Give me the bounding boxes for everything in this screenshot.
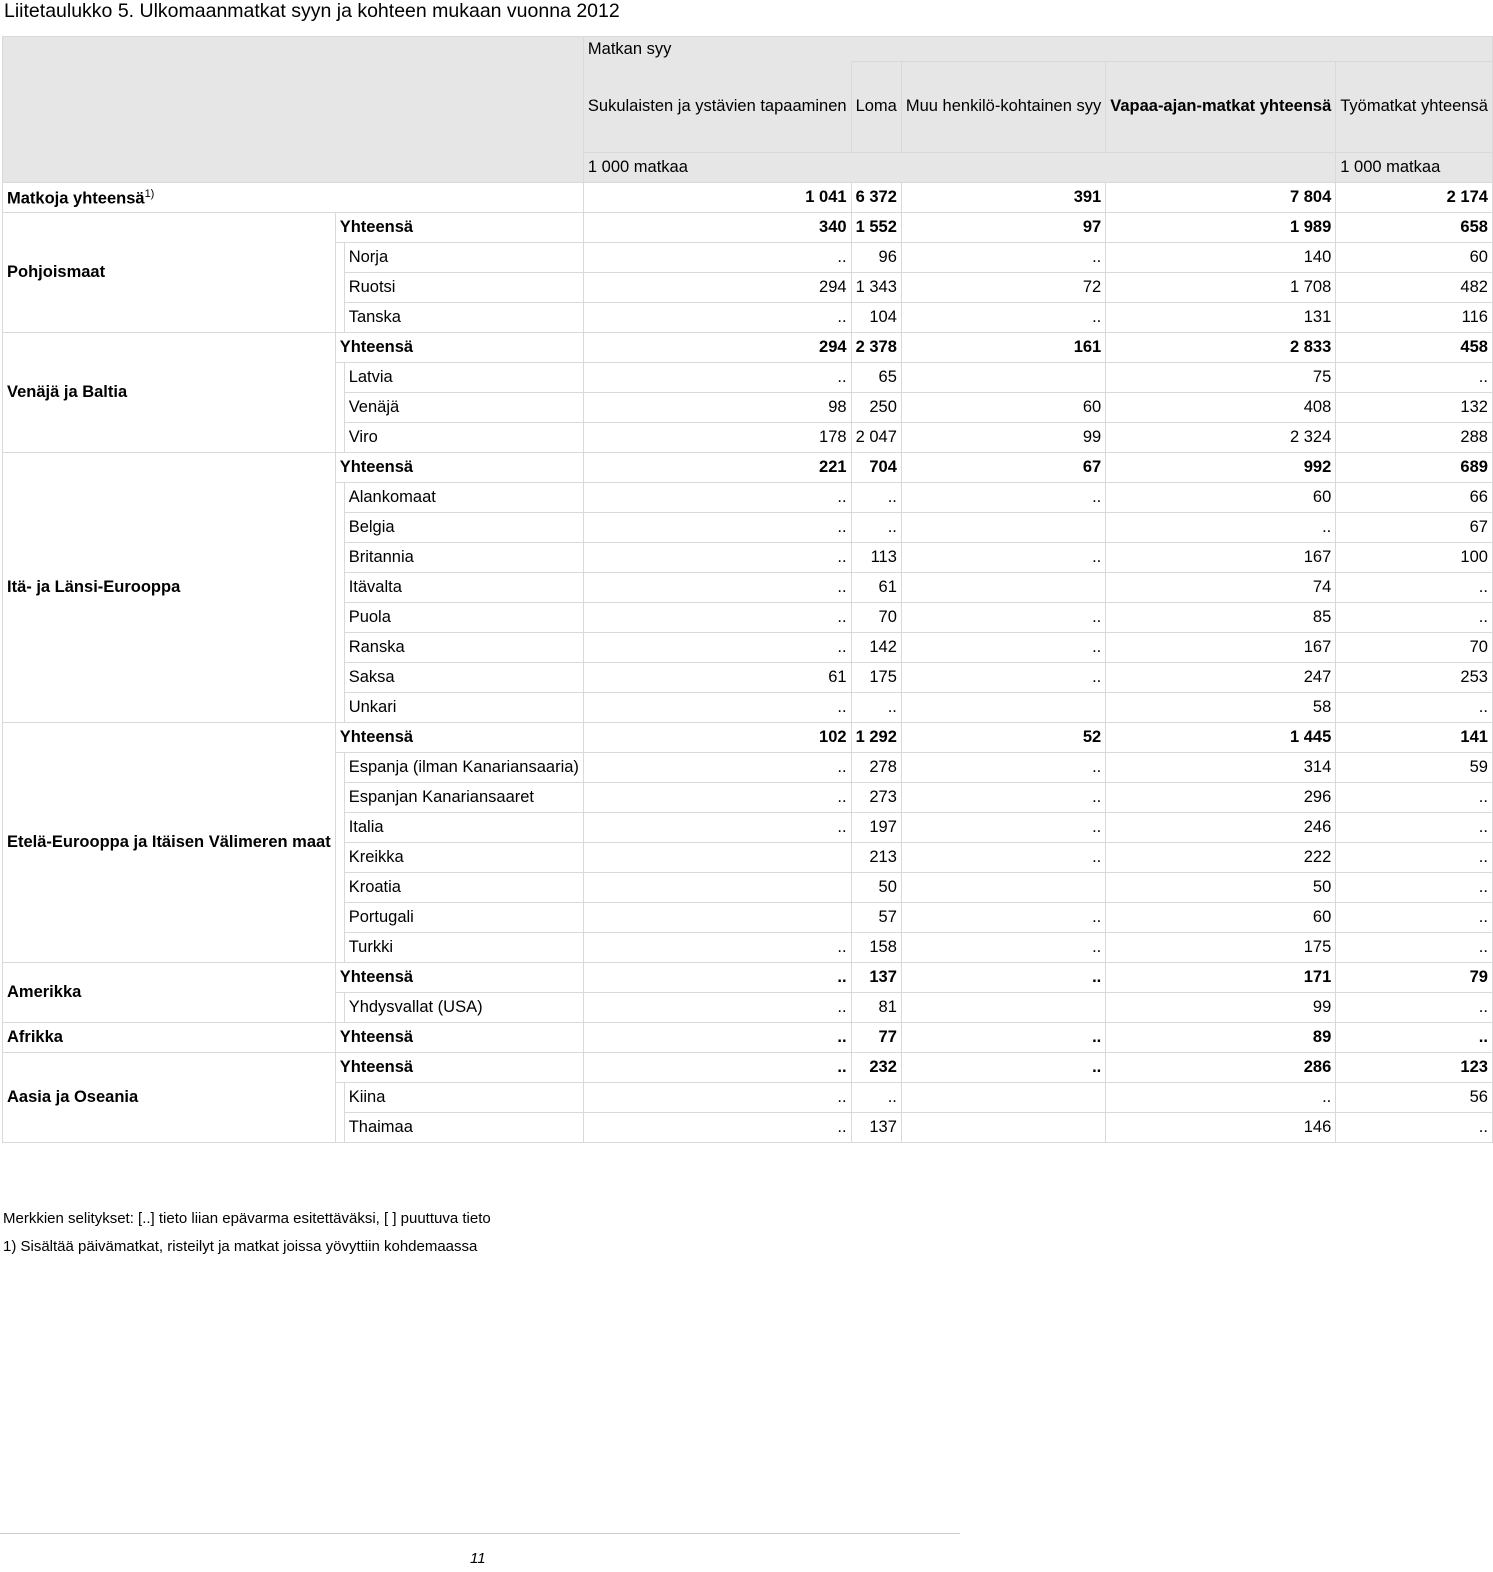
country-value: 99	[1106, 992, 1336, 1022]
country-name: Belgia	[344, 512, 583, 542]
country-value: ..	[1336, 932, 1493, 962]
region-total-value: 141	[1336, 722, 1493, 752]
header-col-muu: Muu henkilö-kohtainen syy	[901, 62, 1105, 153]
country-value: 131	[1106, 302, 1336, 332]
country-value: ..	[583, 692, 851, 722]
country-value: 278	[851, 752, 901, 782]
group-total-row	[3, 452, 1493, 482]
country-value: 70	[1336, 632, 1493, 662]
region-total-value: 340	[583, 212, 851, 242]
table-title: Liitetaulukko 5. Ulkomaanmatkat syyn ja kohteen mukaan vuonna 2012	[4, 0, 620, 22]
region-label: Afrikka	[3, 1022, 336, 1052]
region-total-value: 704	[851, 452, 901, 482]
country-value: ..	[1106, 512, 1336, 542]
region-total-value: ..	[1336, 1022, 1493, 1052]
region-total-value: 2 378	[851, 332, 901, 362]
country-value: 142	[851, 632, 901, 662]
country-value: 60	[901, 392, 1105, 422]
country-value: ..	[583, 782, 851, 812]
country-value	[901, 512, 1105, 542]
region-label: Itä- ja Länsi-Eurooppa	[3, 452, 336, 722]
country-value: 314	[1106, 752, 1336, 782]
country-value: 81	[851, 992, 901, 1022]
country-value: 57	[851, 902, 901, 932]
travel-table	[2, 36, 1493, 1143]
country-value: ..	[1336, 992, 1493, 1022]
country-name: Latvia	[344, 362, 583, 392]
country-value: ..	[1336, 902, 1493, 932]
region-total-value: 79	[1336, 962, 1493, 992]
country-value: ..	[901, 242, 1105, 272]
region-total-value: ..	[583, 1052, 851, 1082]
country-value: 213	[851, 842, 901, 872]
region-total-value: 102	[583, 722, 851, 752]
country-value: ..	[1336, 842, 1493, 872]
country-value	[583, 902, 851, 932]
country-name: Saksa	[344, 662, 583, 692]
indent-spacer	[335, 242, 344, 332]
country-value	[901, 362, 1105, 392]
region-total-label: Yhteensä	[335, 1052, 583, 1082]
country-name: Itävalta	[344, 572, 583, 602]
country-value: 99	[901, 422, 1105, 452]
region-total-value: 658	[1336, 212, 1493, 242]
country-value	[901, 1112, 1105, 1142]
country-value: 74	[1106, 572, 1336, 602]
country-value: 1 708	[1106, 272, 1336, 302]
country-value: ..	[583, 482, 851, 512]
header-corner	[3, 37, 584, 183]
country-value: ..	[901, 482, 1105, 512]
region-total-value: 1 445	[1106, 722, 1336, 752]
region-total-value: 67	[901, 452, 1105, 482]
country-value: 175	[851, 662, 901, 692]
header-unit-left: 1 000 matkaa	[583, 152, 1335, 182]
region-total-value: 992	[1106, 452, 1336, 482]
country-value: 65	[851, 362, 901, 392]
country-value: ..	[851, 482, 901, 512]
total-value: 1 041	[583, 182, 851, 212]
country-value: 288	[1336, 422, 1493, 452]
country-value: 178	[583, 422, 851, 452]
country-value: 246	[1106, 812, 1336, 842]
country-value: 253	[1336, 662, 1493, 692]
country-value: 158	[851, 932, 901, 962]
group-total-row	[3, 1052, 1493, 1082]
total-value: 2 174	[1336, 182, 1493, 212]
region-total-value: ..	[901, 962, 1105, 992]
country-value: 222	[1106, 842, 1336, 872]
region-total-label: Yhteensä	[335, 332, 583, 362]
country-name: Thaimaa	[344, 1112, 583, 1142]
region-label: Venäjä ja Baltia	[3, 332, 336, 452]
country-name: Turkki	[344, 932, 583, 962]
page-divider	[0, 1533, 960, 1534]
country-value: ..	[1336, 872, 1493, 902]
region-total-label: Yhteensä	[335, 962, 583, 992]
group-total-row	[3, 332, 1493, 362]
country-value: 66	[1336, 482, 1493, 512]
country-value: 60	[1336, 242, 1493, 272]
region-label: Aasia ja Oseania	[3, 1052, 336, 1142]
footnote: 1) Sisältää päivämatkat, risteilyt ja matkat joissa yövyttiin kohdemaassa	[3, 1238, 478, 1255]
country-value: 50	[1106, 872, 1336, 902]
region-total-value: 1 292	[851, 722, 901, 752]
country-value	[901, 872, 1105, 902]
country-value	[901, 572, 1105, 602]
country-value: 75	[1106, 362, 1336, 392]
header-group-label: Matkan syy	[583, 37, 1492, 62]
country-name: Kiina	[344, 1082, 583, 1112]
country-value: ..	[901, 542, 1105, 572]
country-value: 60	[1106, 902, 1336, 932]
country-value: ..	[1336, 572, 1493, 602]
country-value: 50	[851, 872, 901, 902]
country-name: Kreikka	[344, 842, 583, 872]
country-value: 137	[851, 1112, 901, 1142]
country-value	[901, 1082, 1105, 1112]
country-name: Portugali	[344, 902, 583, 932]
country-value: 98	[583, 392, 851, 422]
country-value: ..	[583, 572, 851, 602]
country-value: ..	[583, 302, 851, 332]
country-name: Puola	[344, 602, 583, 632]
country-value: ..	[901, 812, 1105, 842]
country-value: 250	[851, 392, 901, 422]
region-total-value: 1 552	[851, 212, 901, 242]
region-total-label: Yhteensä	[335, 722, 583, 752]
indent-spacer	[335, 992, 344, 1022]
country-name: Kroatia	[344, 872, 583, 902]
country-value: ..	[901, 842, 1105, 872]
region-total-value: 89	[1106, 1022, 1336, 1052]
header-col-loma: Loma	[851, 62, 901, 153]
legend-note: Merkkien selitykset: [..] tieto liian epävarma esitettäväksi, [ ] puuttuva tieto	[3, 1210, 491, 1227]
region-label: Etelä-Eurooppa ja Itäisen Välimeren maat	[3, 722, 336, 962]
country-value: 60	[1106, 482, 1336, 512]
total-value: 7 804	[1106, 182, 1336, 212]
region-total-value: 97	[901, 212, 1105, 242]
region-label: Amerikka	[3, 962, 336, 1022]
total-value: 6 372	[851, 182, 901, 212]
country-value: ..	[1106, 1082, 1336, 1112]
total-row-footnote-mark: 1)	[144, 188, 155, 201]
indent-spacer	[335, 482, 344, 722]
region-total-value: 458	[1336, 332, 1493, 362]
country-value: ..	[583, 512, 851, 542]
country-value: ..	[1336, 362, 1493, 392]
country-value: ..	[583, 1082, 851, 1112]
country-value: 96	[851, 242, 901, 272]
group-total-row	[3, 212, 1493, 242]
country-value: 140	[1106, 242, 1336, 272]
region-total-value: 161	[901, 332, 1105, 362]
country-name: Espanja (ilman Kanariansaaria)	[344, 752, 583, 782]
indent-spacer	[335, 362, 344, 452]
country-value: ..	[583, 752, 851, 782]
total-value: 391	[901, 182, 1105, 212]
country-value: 85	[1106, 602, 1336, 632]
group-total-row	[3, 1022, 1493, 1052]
country-value: 58	[1106, 692, 1336, 722]
region-total-value: ..	[583, 1022, 851, 1052]
region-total-label: Yhteensä	[335, 452, 583, 482]
region-total-value: 77	[851, 1022, 901, 1052]
country-name: Tanska	[344, 302, 583, 332]
region-total-value: ..	[901, 1022, 1105, 1052]
country-value: ..	[583, 932, 851, 962]
header-unit-right: 1 000 matkaa	[1336, 152, 1493, 182]
region-total-value: 171	[1106, 962, 1336, 992]
total-row	[3, 182, 1493, 212]
region-total-value: 232	[851, 1052, 901, 1082]
header-col-tyomatkat: Työmatkat yhteensä	[1336, 62, 1493, 153]
country-value: ..	[583, 812, 851, 842]
country-name: Viro	[344, 422, 583, 452]
region-total-value: 1 989	[1106, 212, 1336, 242]
country-value: 100	[1336, 542, 1493, 572]
header-col-sukulaiset: Sukulaisten ja ystävien tapaaminen	[583, 62, 851, 153]
country-value: 247	[1106, 662, 1336, 692]
region-total-value: 221	[583, 452, 851, 482]
country-value: ..	[901, 932, 1105, 962]
indent-spacer	[335, 1082, 344, 1142]
country-name: Espanjan Kanariansaaret	[344, 782, 583, 812]
country-value: 61	[583, 662, 851, 692]
region-label: Pohjoismaat	[3, 212, 336, 332]
country-value: ..	[1336, 602, 1493, 632]
country-value: 72	[901, 272, 1105, 302]
indent-spacer	[335, 752, 344, 962]
country-value: 113	[851, 542, 901, 572]
region-total-value: 123	[1336, 1052, 1493, 1082]
country-value: 56	[1336, 1082, 1493, 1112]
country-value: ..	[851, 1082, 901, 1112]
region-total-value: 689	[1336, 452, 1493, 482]
group-total-row	[3, 722, 1493, 752]
country-value: 408	[1106, 392, 1336, 422]
country-value: ..	[1336, 692, 1493, 722]
country-value: ..	[901, 662, 1105, 692]
country-name: Yhdysvallat (USA)	[344, 992, 583, 1022]
page-number: 11	[470, 1550, 486, 1567]
region-total-value: 52	[901, 722, 1105, 752]
country-value: ..	[583, 542, 851, 572]
country-value: 2 324	[1106, 422, 1336, 452]
country-value: ..	[851, 692, 901, 722]
country-name: Alankomaat	[344, 482, 583, 512]
country-value: ..	[901, 752, 1105, 782]
country-value: 70	[851, 602, 901, 632]
country-value: 67	[1336, 512, 1493, 542]
country-name: Unkari	[344, 692, 583, 722]
country-value: 167	[1106, 632, 1336, 662]
country-name: Ruotsi	[344, 272, 583, 302]
country-value: ..	[901, 902, 1105, 932]
region-total-value: 137	[851, 962, 901, 992]
header-col-vapaa-ajan: Vapaa-ajan-matkat yhteensä	[1106, 62, 1336, 153]
region-total-label: Yhteensä	[335, 212, 583, 242]
region-total-label: Yhteensä	[335, 1022, 583, 1052]
country-value: 482	[1336, 272, 1493, 302]
country-value: ..	[851, 512, 901, 542]
country-name: Britannia	[344, 542, 583, 572]
header-row-group	[3, 37, 1493, 62]
country-name: Norja	[344, 242, 583, 272]
country-value: ..	[901, 302, 1105, 332]
country-value	[901, 992, 1105, 1022]
region-total-value: 2 833	[1106, 332, 1336, 362]
country-value	[583, 872, 851, 902]
country-value: 104	[851, 302, 901, 332]
country-value: ..	[583, 602, 851, 632]
country-value: ..	[583, 362, 851, 392]
country-value: ..	[901, 632, 1105, 662]
country-value: ..	[583, 242, 851, 272]
country-value	[583, 842, 851, 872]
country-value: 294	[583, 272, 851, 302]
country-value: ..	[901, 782, 1105, 812]
country-value: 1 343	[851, 272, 901, 302]
country-value: ..	[1336, 782, 1493, 812]
country-value: 132	[1336, 392, 1493, 422]
total-row-label: Matkoja yhteensä$^{1)}$	[3, 182, 584, 212]
country-value: ..	[1336, 812, 1493, 842]
country-value: 61	[851, 572, 901, 602]
country-value: 273	[851, 782, 901, 812]
country-value: ..	[583, 632, 851, 662]
country-value: 197	[851, 812, 901, 842]
country-value: 59	[1336, 752, 1493, 782]
country-value: ..	[583, 992, 851, 1022]
country-name: Venäjä	[344, 392, 583, 422]
country-value	[901, 692, 1105, 722]
country-value: ..	[1336, 1112, 1493, 1142]
country-value: 116	[1336, 302, 1493, 332]
region-total-value: 286	[1106, 1052, 1336, 1082]
country-value: 2 047	[851, 422, 901, 452]
country-name: Italia	[344, 812, 583, 842]
region-total-value: ..	[901, 1052, 1105, 1082]
country-value: ..	[901, 602, 1105, 632]
country-value: ..	[583, 1112, 851, 1142]
region-total-value: ..	[583, 962, 851, 992]
country-value: 167	[1106, 542, 1336, 572]
group-total-row	[3, 962, 1493, 992]
region-total-value: 294	[583, 332, 851, 362]
country-value: 146	[1106, 1112, 1336, 1142]
country-value: 296	[1106, 782, 1336, 812]
country-name: Ranska	[344, 632, 583, 662]
country-value: 175	[1106, 932, 1336, 962]
